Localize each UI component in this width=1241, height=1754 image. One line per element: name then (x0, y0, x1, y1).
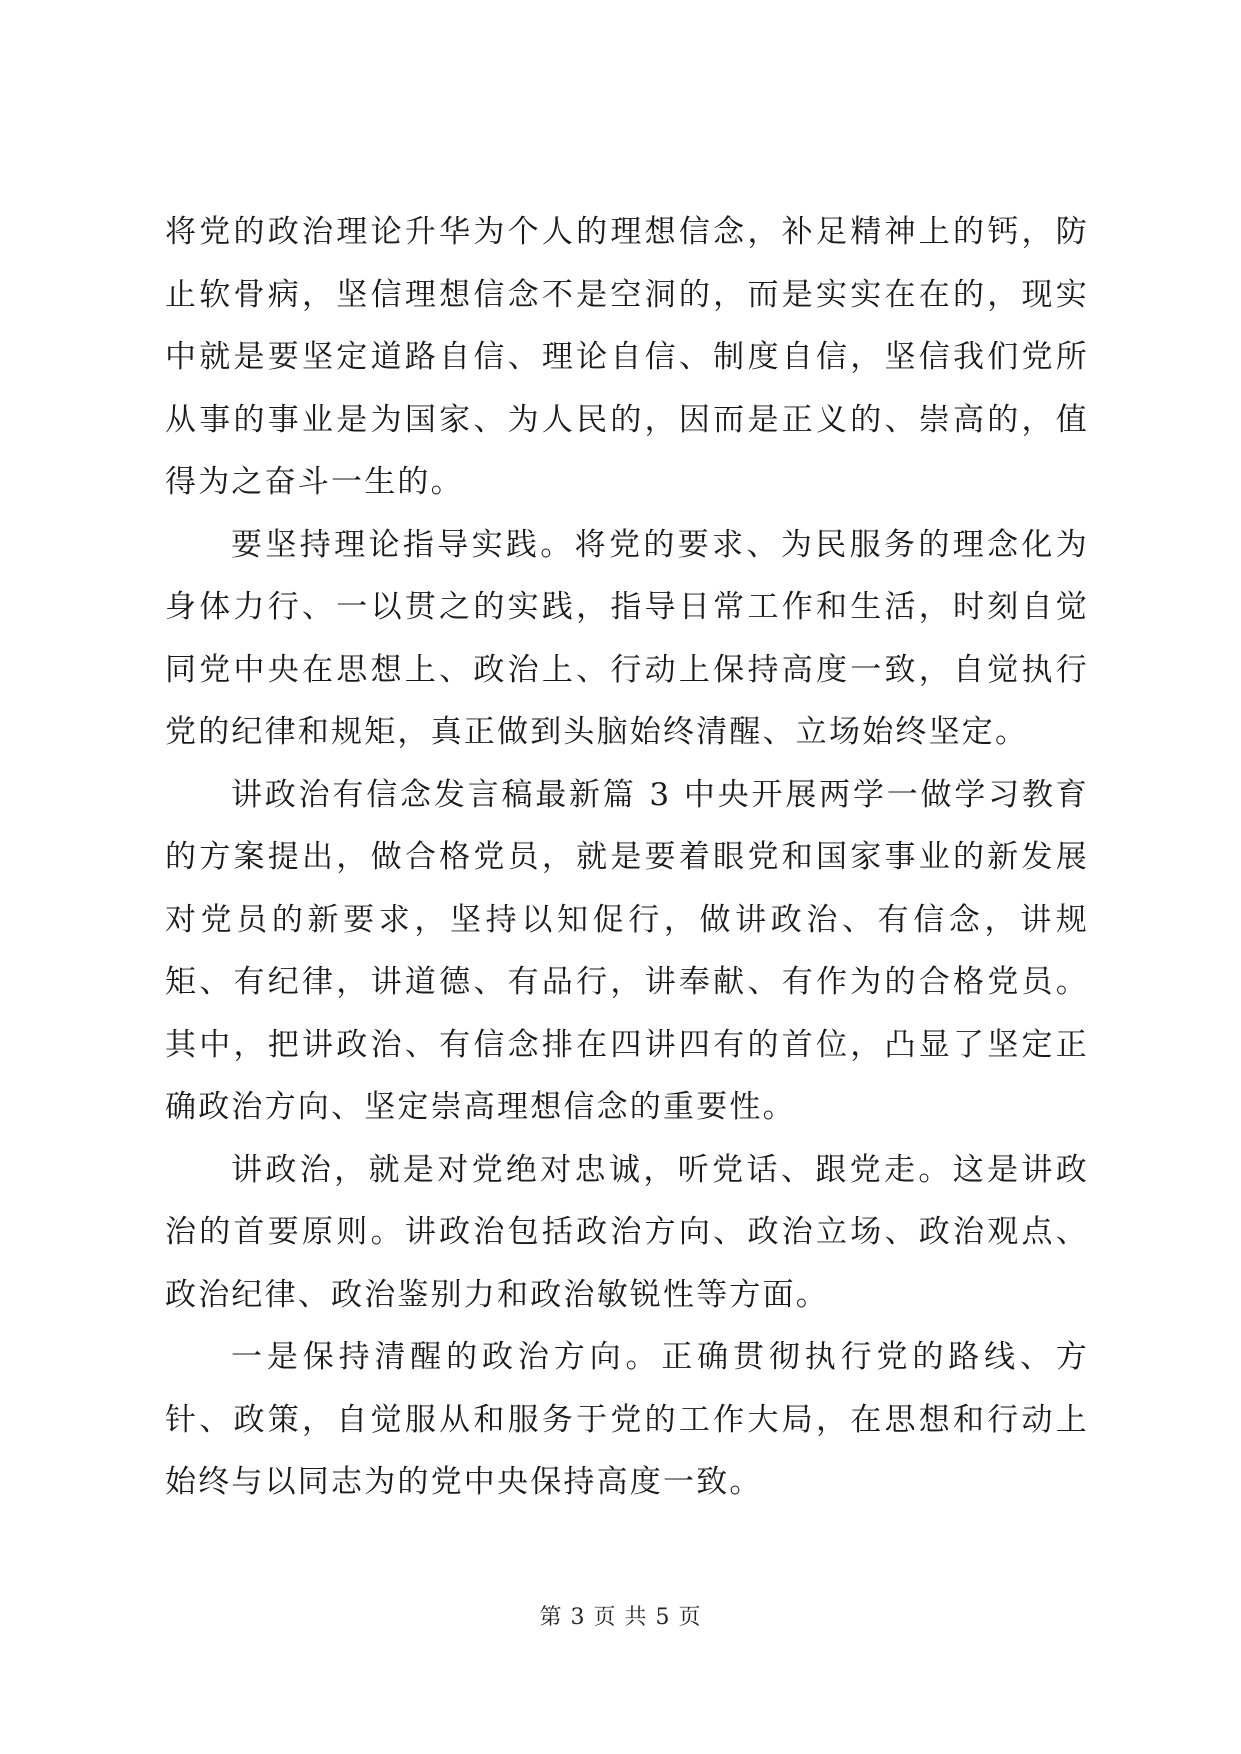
paragraph-2: 要坚持理论指导实践。将党的要求、为民服务的理念化为身体力行、一以贯之的实践，指导日常工作和生活，时刻自觉同党中央在思想上、政治上、行动上保持高度一致，自觉执行党的纪律和规矩，真正做到头脑始终清醒、立场始终坚定。 (165, 526, 1089, 750)
paragraph-4: 讲政治，就是对党绝对忠诚，听党话、跟党走。这是讲政治的首要原则。讲政治包括政治方向、政治立场、政治观点、政治纪律、政治鉴别力和政治敏锐性等方面。 (165, 1151, 1089, 1313)
page-footer: 第 3 页 共 5 页 (539, 1605, 702, 1630)
document-body (165, 201, 1089, 1514)
paragraph-3: 讲政治有信念发言稿最新篇 3 中央开展两学一做学习教育的方案提出，做合格党员，就是要着眼党和国家事业的新发展对党员的新要求，坚持以知促行，做讲政治、有信念，讲规矩、有纪律，讲道德、有品行，讲奉献、有作为的合格党员。其中，把讲政治、有信念排在四讲四有的首位，凸显了坚定正确政治方向、坚定崇高理想信念的重要性。 (165, 776, 1089, 1125)
paragraph-5: 一是保持清醒的政治方向。正确贯彻执行党的路线、方针、政策，自觉服从和服务于党的工作大局，在思想和行动上始终与以同志为的党中央保持高度一致。 (165, 1339, 1089, 1500)
paragraph-1: 将党的政治理论升华为个人的理想信念，补足精神上的钙，防止软骨病，坚信理想信念不是空洞的，而是实实在在的，现实中就是要坚定道路自信、理论自信、制度自信，坚信我们党所从事的事业是为国家、为人民的，因而是正义的、崇高的，值得为之奋斗一生的。 (165, 214, 1089, 500)
